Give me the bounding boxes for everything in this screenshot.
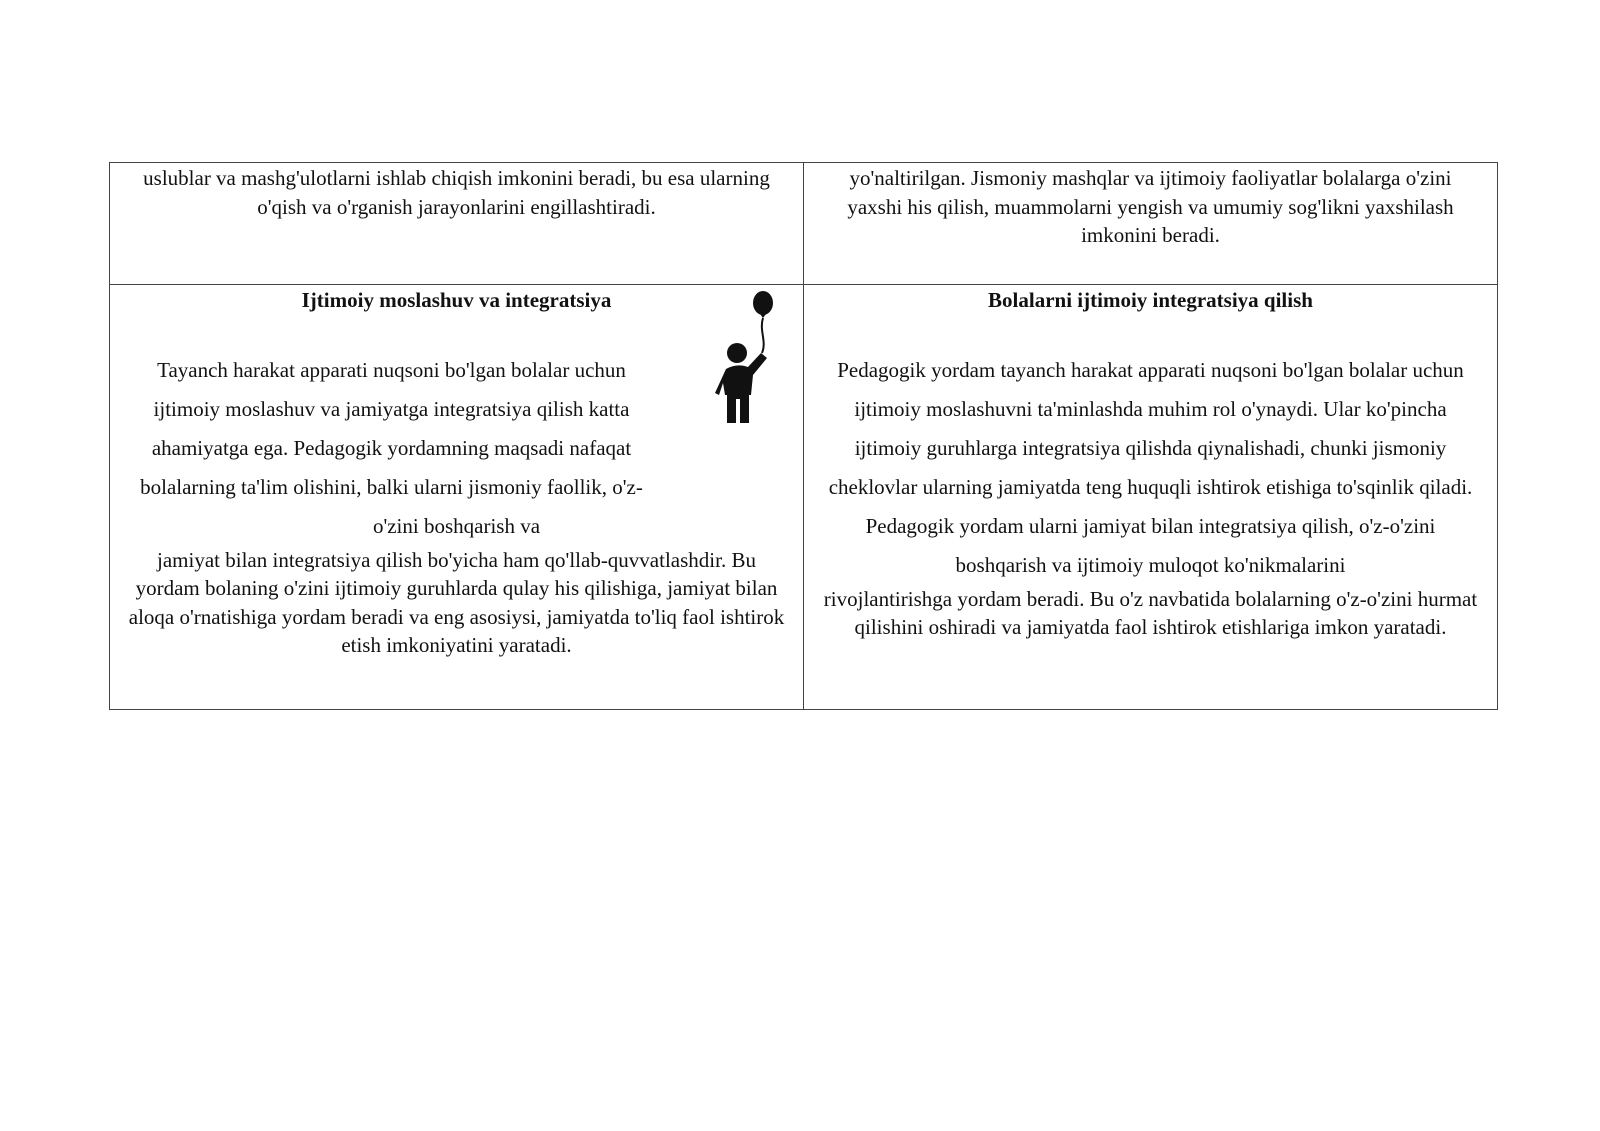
cell-paragraph: uslublar va mashg'ulotlarni ishlab chiqish imkonini beradi, bu esa ularning o'qish va o'rganish jarayonlarini engillashtiradi.: [143, 166, 770, 219]
cell-heading: Ijtimoiy moslashuv va integratsiya: [301, 288, 612, 312]
table-cell: [804, 285, 1498, 710]
content-table: [109, 162, 1498, 710]
cell-paragraph: Tayanch harakat apparati nuqsoni bo'lgan bolalar uchun ijtimoiy moslashuv va jamiyatga integratsiya qilish katta ahamiyatga ega. Pedagogik yordamning maqsadi nafaqat bolalarning ta'lim olishini, balki ularni jismoniy faollik, o'z-o'zini boshqarish va: [140, 357, 643, 538]
cell-paragraph: yo'naltirilgan. Jismoniy mashqlar va ijtimoiy faoliyatlar bolalarga o'zini yaxshi his qilish, muammolarni yengish va umumiy sog'likni yaxshilash imkonini beradi.: [847, 166, 1454, 247]
table-cell: [110, 163, 804, 285]
table-cell: [804, 163, 1498, 285]
cell-paragraph: jamiyat bilan integratsiya qilish bo'yicha ham qo'llab-quvvatlashdir. Bu yordam bolaning o'zini ijtimoiy guruhlarda qulay his qilishiga, jamiyat bilan aloqa o'rnatishiga yordam beradi va eng asosiysi, jamiyatda to'liq faol ishtirok etish imkoniyatini yaratadi.: [128, 547, 785, 657]
cell-paragraph: rivojlantirishga yordam beradi. Bu o'z navbatida bolalarning o'z-o'zini hurmat qilishini oshiradi va jamiyatda faol ishtirok etishlariga imkon yaratadi.: [823, 586, 1478, 639]
table-row: [110, 285, 1498, 710]
table-cell: [110, 285, 804, 710]
cell-heading: Bolalarni ijtimoiy integratsiya qilish: [988, 288, 1313, 312]
child-with-balloon-icon: [715, 291, 779, 423]
table-row: [110, 163, 1498, 285]
cell-paragraph: Pedagogik yordam tayanch harakat apparati nuqsoni bo'lgan bolalar uchun ijtimoiy moslashuvni ta'minlashda muhim rol o'ynaydi. Ular ko'pincha ijtimoiy guruhlarga integratsiya qilishda qiynalishadi, chunki jismoniy cheklovlar ularning jamiyatda teng huquqli ishtirok etishiga to'sqinlik qiladi. Pedagogik yordam ularni jamiyat bilan integratsiya qilish, o'z-o'zini boshqarish va ijtimoiy muloqot ko'nikmalarini: [828, 357, 1473, 577]
